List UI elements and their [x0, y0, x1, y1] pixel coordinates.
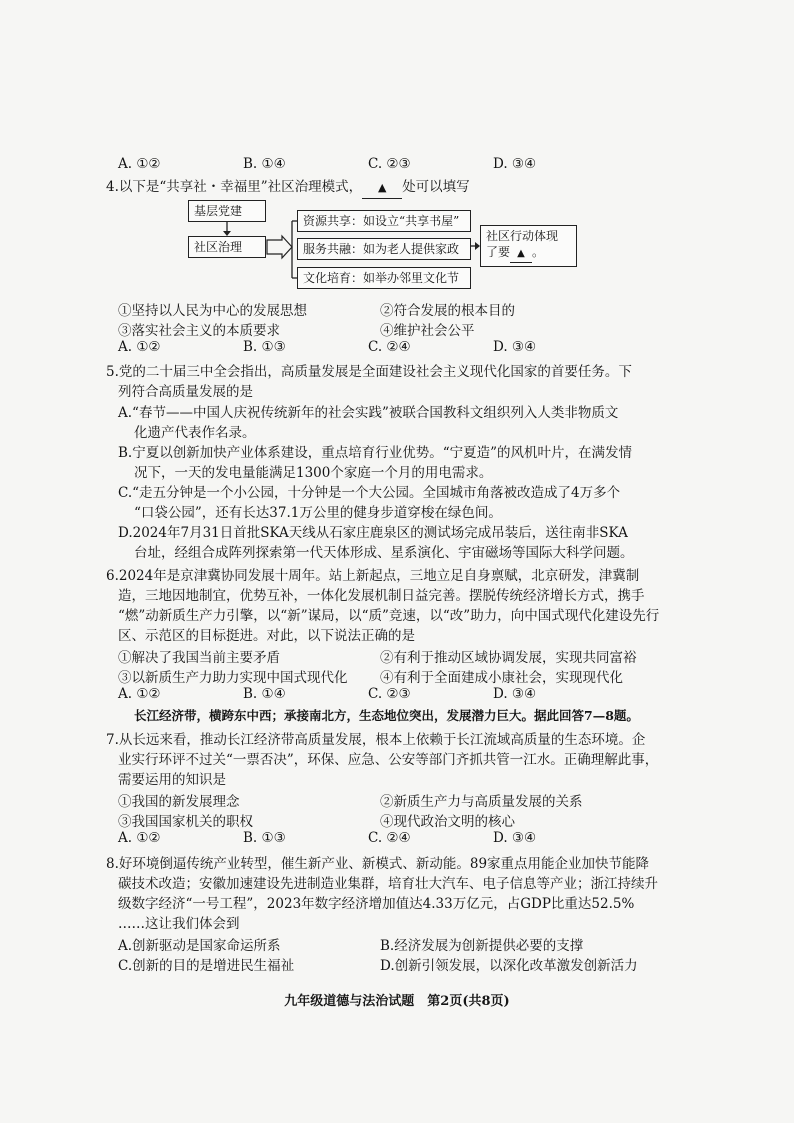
q8-option-b: B.经济发展为创新提供必要的支撑	[380, 938, 584, 954]
q7-options	[118, 830, 678, 846]
q3-option-a: A. ①②	[118, 156, 161, 172]
q4-statements-row2	[118, 319, 642, 339]
q4-blank: ▲	[362, 178, 402, 199]
q6-statements-row2	[118, 666, 642, 686]
q6-option-a: A. ①②	[118, 686, 161, 702]
q8-stem-3: 级数字经济“一号工程”，2023年数字经济增加值达4.33万亿元，占GDP比重达52.5%	[118, 896, 635, 912]
q4-option-a: A. ①②	[118, 339, 161, 355]
q5-option-b-1: B.宁夏以创新加快产业体系建设，重点培育行业优势。“宁夏造”的风机叶片，在满发情	[118, 445, 633, 461]
q7-statement-1: ①我国的新发展理念	[118, 794, 240, 810]
q8-option-d: D.创新引领发展，以深化改革激发创新活力	[380, 958, 638, 974]
q4-statement-2: ②符合发展的根本目的	[380, 303, 515, 319]
q5-stem-2: 列符合高质量发展的是	[118, 384, 253, 400]
box-result-line1: 社区行动体现	[486, 229, 559, 243]
q7-stem-2: 业实行环评不过关“一票否决”，环保、应急、公安等部门齐抓共管一江水。正确理解此事，	[118, 752, 659, 768]
box-party-building: 基层党建	[188, 200, 266, 222]
q6-statement-3: ③以新质生产力助力实现中国式现代化	[118, 670, 348, 686]
box-culture-cultivation: 文化培育：如举办邻里文化节	[297, 267, 471, 289]
q8-stem-4: ……这让我们体会到	[118, 916, 240, 932]
q3-option-d: D. ③④	[493, 156, 537, 172]
q7-statement-2: ②新质生产力与高质量发展的关系	[380, 794, 583, 810]
q4-option-b: B. ①③	[243, 339, 286, 355]
q7-statements-row2	[118, 810, 642, 830]
box-community-governance: 社区治理	[188, 236, 266, 258]
q4-statement-3: ③落实社会主义的本质要求	[118, 323, 280, 339]
q4-option-d: D. ③④	[493, 339, 537, 355]
q7-option-d: D. ③④	[493, 830, 537, 846]
q5-option-a-2: 化遗产代表作名录。	[134, 425, 256, 441]
q4-diagram-arrows	[0, 0, 794, 320]
q6-statement-4: ④有利于全面建成小康社会，实现现代化	[380, 670, 623, 686]
box-result-end: 。	[532, 245, 545, 259]
q8-options-row1	[118, 934, 642, 954]
q7-statement-3: ③我国国家机关的职权	[118, 814, 253, 830]
q5-option-c-2: “口袋公园”，还有长达37.1万公里的健身步道穿梭在绿色间。	[134, 505, 502, 521]
q6-statement-1: ①解决了我国当前主要矛盾	[118, 650, 280, 666]
q4-statement-1: ①坚持以人民为中心的发展思想	[118, 303, 307, 319]
q6-stem-1: 6.2024年是京津冀协同发展十周年。站上新起点，三地立足自身禀赋，北京研发，津冀制	[106, 568, 640, 584]
q6-option-b: B. ①④	[243, 686, 286, 702]
q5-stem-1: 5.党的二十届三中全会指出，高质量发展是全面建设社会主义现代化国家的首要任务。下	[106, 364, 632, 380]
q3-option-c: C. ②③	[368, 156, 411, 172]
q6-option-c: C. ②③	[368, 686, 411, 702]
q4-statement-4: ④维护社会公平	[380, 323, 475, 339]
q6-statement-2: ②有利于推动区域协调发展，实现共同富裕	[380, 650, 637, 666]
q8-options-row2	[118, 954, 642, 974]
q3-option-b: B. ①④	[243, 156, 286, 172]
q5-option-d-2: 台址，经组合成阵列探索第一代天体形成、星系演化、宇宙磁场等国际大科学问题。	[134, 545, 634, 561]
q7-option-c: C. ②④	[368, 830, 411, 846]
q8-stem-2: 碳技术改造；安徽加速建设先进制造业集群，培育壮大汽车、电子信息等产业；浙江持续升	[118, 876, 658, 892]
q5-option-b-2: 况下，一天的发电量能满足1300个家庭一个月的用电需求。	[134, 465, 493, 481]
q8-option-a: A.创新驱动是国家命运所系	[118, 938, 281, 954]
q7-8-intro: 长江经济带，横跨东中西；承接南北方，生态地位突出，发展潜力巨大。据此回答7—8题。	[134, 708, 639, 723]
box-resource-sharing: 资源共享：如设立“共享书屋”	[297, 210, 471, 232]
q7-option-a: A. ①②	[118, 830, 161, 846]
q7-statement-4: ④现代政治文明的核心	[380, 814, 515, 830]
q6-options	[118, 686, 678, 702]
q4-stem-text: 4.以下是“共享社・幸福里”社区治理模式，	[106, 179, 363, 195]
q6-stem-2: 造，三地因地制宜，优势互补，一体化发展机制日益完善。摆脱传统经济增长方式，携手	[118, 588, 645, 604]
q4-options	[118, 339, 678, 355]
q4-option-c: C. ②④	[368, 339, 411, 355]
q5-option-c-1: C.“走五分钟是一个小公园，十分钟是一个大公园。全国城市角落被改造成了4万多个	[118, 485, 621, 501]
box-result-blank: ▲	[510, 246, 532, 263]
q8-stem-1: 8.好环境倒逼传统产业转型，催生新产业、新模式、新动能。89家重点用能企业加快节能降	[106, 856, 650, 872]
q6-stem-3: “燃”动新质生产力引擎，以“新”谋局，以“质”竞速，以“改”助力，向中国式现代化建设先行	[118, 608, 660, 624]
q6-stem-4: 区、示范区的目标挺进。对此，以下说法正确的是	[118, 628, 415, 644]
q7-statements-row1	[118, 790, 642, 810]
box-result-line2: 了要	[486, 245, 511, 259]
q4-stem-tail: 处可以填写	[402, 179, 470, 195]
q4-statements-row1	[118, 299, 642, 319]
q7-option-b: B. ①③	[243, 830, 286, 846]
q8-option-c: C.创新的目的是增进民生福祉	[118, 958, 295, 974]
page-footer: 九年级道德与法治试题 第2页(共8页)	[284, 994, 510, 1009]
q7-stem-1: 7.从长远来看，推动长江经济带高质量发展，根本上依赖于长江流域高质量的生态环境。企	[106, 732, 646, 748]
q6-option-d: D. ③④	[493, 686, 537, 702]
q7-stem-3: 需要运用的知识是	[118, 772, 226, 788]
box-service-integration: 服务共融：如为老人提供家政	[297, 238, 471, 260]
q5-option-a-1: A.“春节——中国人庆祝传统新年的社会实践”被联合国教科文组织列入人类非物质文	[118, 405, 619, 421]
q6-statements-row1	[118, 646, 642, 666]
q5-option-d-1: D.2024年7月31日首批SKA天线从石家庄鹿泉区的测试场完成吊装后，送往南非SKA	[118, 525, 628, 541]
